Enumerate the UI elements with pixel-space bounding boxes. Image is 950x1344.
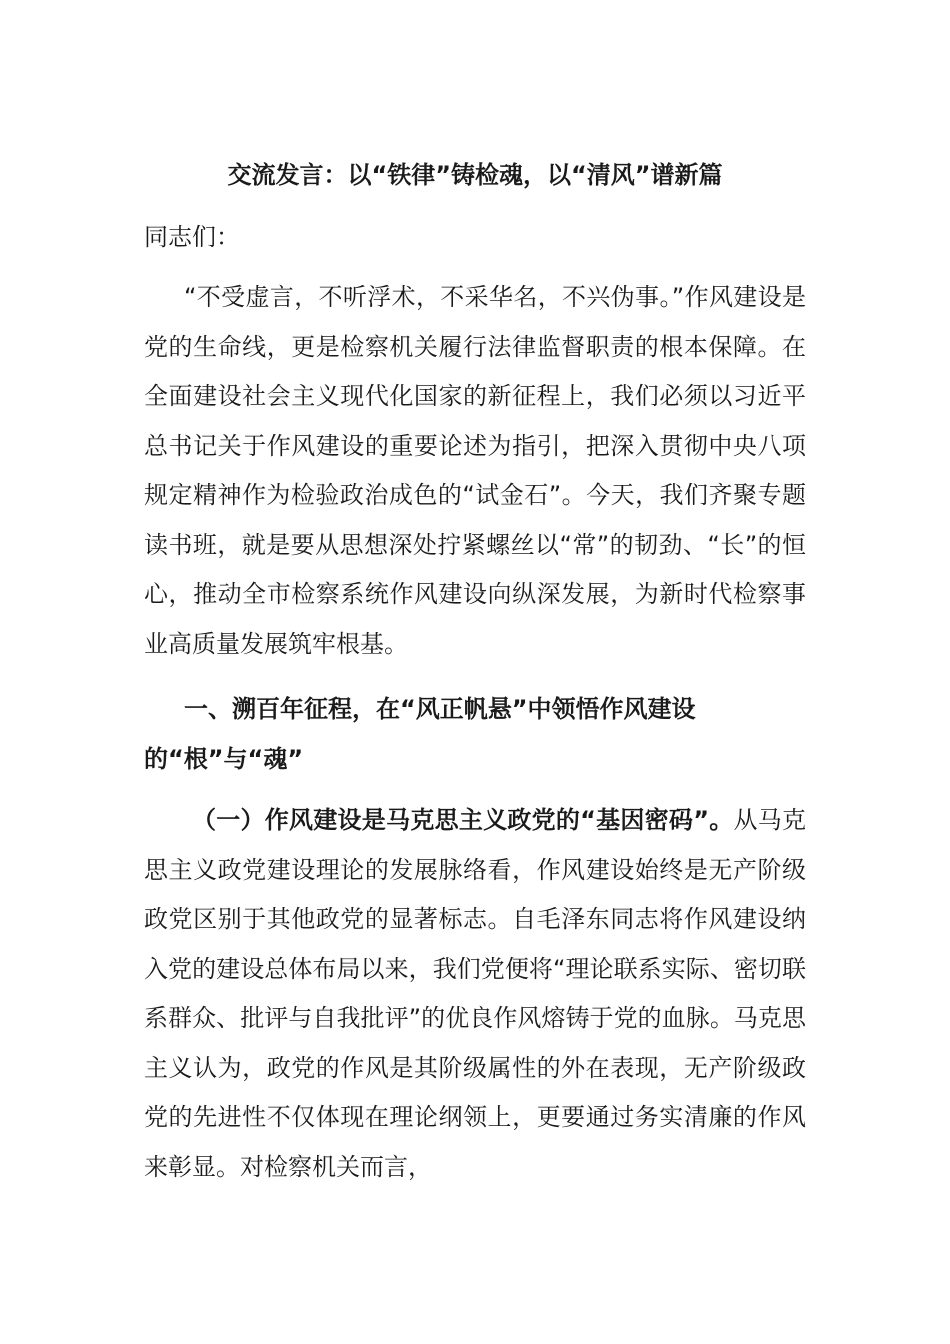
- paragraph-section-1-1-body: 从马克思主义政党建设理论的发展脉络看，作风建设始终是无产阶级政党区别于其他政党的显著标志。自毛泽东同志将作风建设纳入党的建设总体布局以来，我们党便将“理论联系实际、密切联系群众、批评与自我批评”的优良作风熔铸于党的血脉。马克思主义认为，政党的作风是其阶级属性的外在表现，无产阶级政党的先进性不仅体现在理论纲领上，更要通过务实清廉的作风来彰显。对检察机关而言，: [144, 806, 807, 1181]
- paragraph-section-1-1: [144, 796, 806, 1192]
- section-heading-1: 一、溯百年征程，在“风正帆悬”中领悟作风建设的“根”与“魂”: [144, 695, 696, 773]
- paragraph-intro: “不受虚言，不听浮术，不采华名，不兴伪事。”作风建设是党的生命线，更是检察机关履行法律监督职责的根本保障。在全面建设社会主义现代化国家的新征程上，我们必须以习近平总书记关于作风建设的重要论述为指引，把深入贯彻中央八项规定精神作为检验政治成色的“试金石”。今天，我们齐聚专题读书班，就是要从思想深处拧紧螺丝以“常”的韧劲、“长”的恒心，推动全市检察系统作风建设向纵深发展，为新时代检察事业高质量发展筑牢根基。: [144, 283, 806, 658]
- salutation: 同志们：: [144, 223, 240, 251]
- subheading-1-1: （一）作风建设是马克思主义政党的“基因密码”。: [192, 806, 734, 834]
- document-title: 交流发言：以“铁律”铸检魂，以“清风”谱新篇: [227, 161, 723, 189]
